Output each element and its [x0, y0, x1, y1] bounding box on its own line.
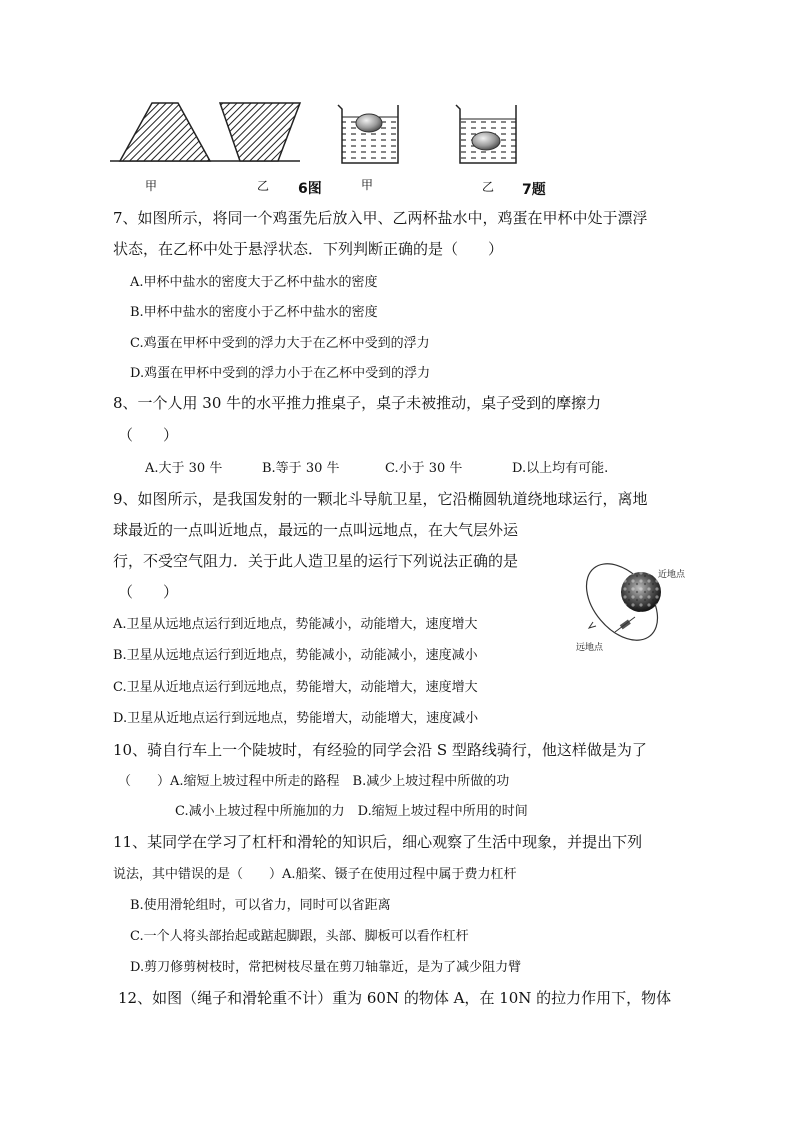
q8-line1: 8、一个人用 30 牛的水平推力推桌子，桌子未被推动，桌子受到的摩擦力 [113, 394, 602, 412]
q11-option-b: B.使用滑轮组时，可以省力，同时可以省距离 [130, 898, 391, 913]
q12-line1: 12、如图（绳子和滑轮重不计）重为 60N 的物体 A，在 10N 的拉力作用下，物体 [118, 989, 672, 1007]
q7-line1: 7、如图所示，将同一个鸡蛋先后放入甲、乙两杯盐水中，鸡蛋在甲杯中处于漂浮 [113, 209, 648, 227]
fig6-label-jia: 甲 [145, 179, 158, 193]
q9-option-b: B.卫星从远地点运行到近地点，势能减小，动能减小，速度减小 [113, 648, 478, 663]
q11-option-c: C.一个人将头部抬起或踮起脚跟，头部、脚板可以看作杠杆 [130, 929, 469, 944]
q7-option-d: D.鸡蛋在甲杯中受到的浮力小于在乙杯中受到的浮力 [130, 366, 431, 381]
q9-line2: 球最近的一点叫近地点，最远的一点叫远地点，在大气层外运 [113, 521, 519, 539]
q7-option-b: B.甲杯中盐水的密度小于乙杯中盐水的密度 [130, 305, 378, 320]
satellite-icon [615, 617, 635, 632]
q9-line1: 9、如图所示，是我国发射的一颗北斗导航卫星，它沿椭圆轨道绕地球运行，离地 [113, 490, 648, 508]
q9-option-c: C.卫星从近地点运行到远地点，势能增大，动能增大，速度增大 [113, 680, 478, 695]
q11-line1: 11、某同学在学习了杠杆和滑轮的知识后，细心观察了生活中现象，并提出下列 [113, 833, 643, 851]
q8-option-a: A.大于 30 牛 [145, 461, 223, 476]
q7-line2: 状态，在乙杯中处于悬浮状态．下列判断正确的是（ ） [113, 240, 504, 258]
beaker-jia [338, 105, 398, 163]
fig7-caption: 7题 [522, 182, 546, 198]
fig6-label-yi: 乙 [257, 179, 270, 193]
q9-option-a: A.卫星从远地点运行到近地点，势能减小，动能增大，速度增大 [113, 617, 478, 632]
fig7-label-jia: 甲 [361, 178, 374, 192]
q8-line2: （ ） [118, 426, 179, 444]
q10-line1: 10、骑自行车上一个陡坡时，有经验的同学会沿 S 型路线骑行，他这样做是为了 [113, 741, 647, 759]
q11-option-d: D.剪刀修剪树枝时，常把树枝尽量在剪刀轴靠近，是为了减少阻力臂 [130, 960, 522, 975]
apogee-label: 远地点 [576, 643, 604, 653]
egg-floating [356, 114, 382, 132]
fig7-label-yi: 乙 [482, 180, 495, 194]
fig6-caption: 6图 [298, 181, 322, 197]
q11-line2: 说法，其中错误的是（ ）A.船桨、镊子在使用过程中属于费力杠杆 [113, 867, 517, 882]
q8-option-d: D.以上均有可能. [512, 461, 609, 476]
q8-option-b: B.等于 30 牛 [262, 461, 340, 476]
q10-line2: （ ）A.缩短上坡过程中所走的路程 B.减少上坡过程中所做的功 [118, 774, 510, 789]
q9-line4: （ ） [118, 583, 179, 601]
container-jia-shape [120, 103, 210, 161]
q10-line3: C.减小上坡过程中所施加的力 D.缩短上坡过程中所用的时间 [175, 804, 528, 819]
perigee-label: 近地点 [658, 570, 686, 580]
q9-option-d: D.卫星从近地点运行到远地点，势能增大，动能增大，速度减小 [113, 711, 479, 726]
q7-option-a: A.甲杯中盐水的密度大于乙杯中盐水的密度 [130, 275, 378, 290]
beaker-yi [456, 105, 516, 163]
q7-option-c: C.鸡蛋在甲杯中受到的浮力大于在乙杯中受到的浮力 [130, 336, 430, 351]
q9-line3: 行，不受空气阻力．关于此人造卫星的运行下列说法正确的是 [113, 552, 519, 570]
figure-6-7 [110, 95, 590, 170]
q8-option-c: C.小于 30 牛 [385, 461, 463, 476]
container-yi-shape [220, 103, 300, 161]
egg-suspended [472, 132, 500, 150]
